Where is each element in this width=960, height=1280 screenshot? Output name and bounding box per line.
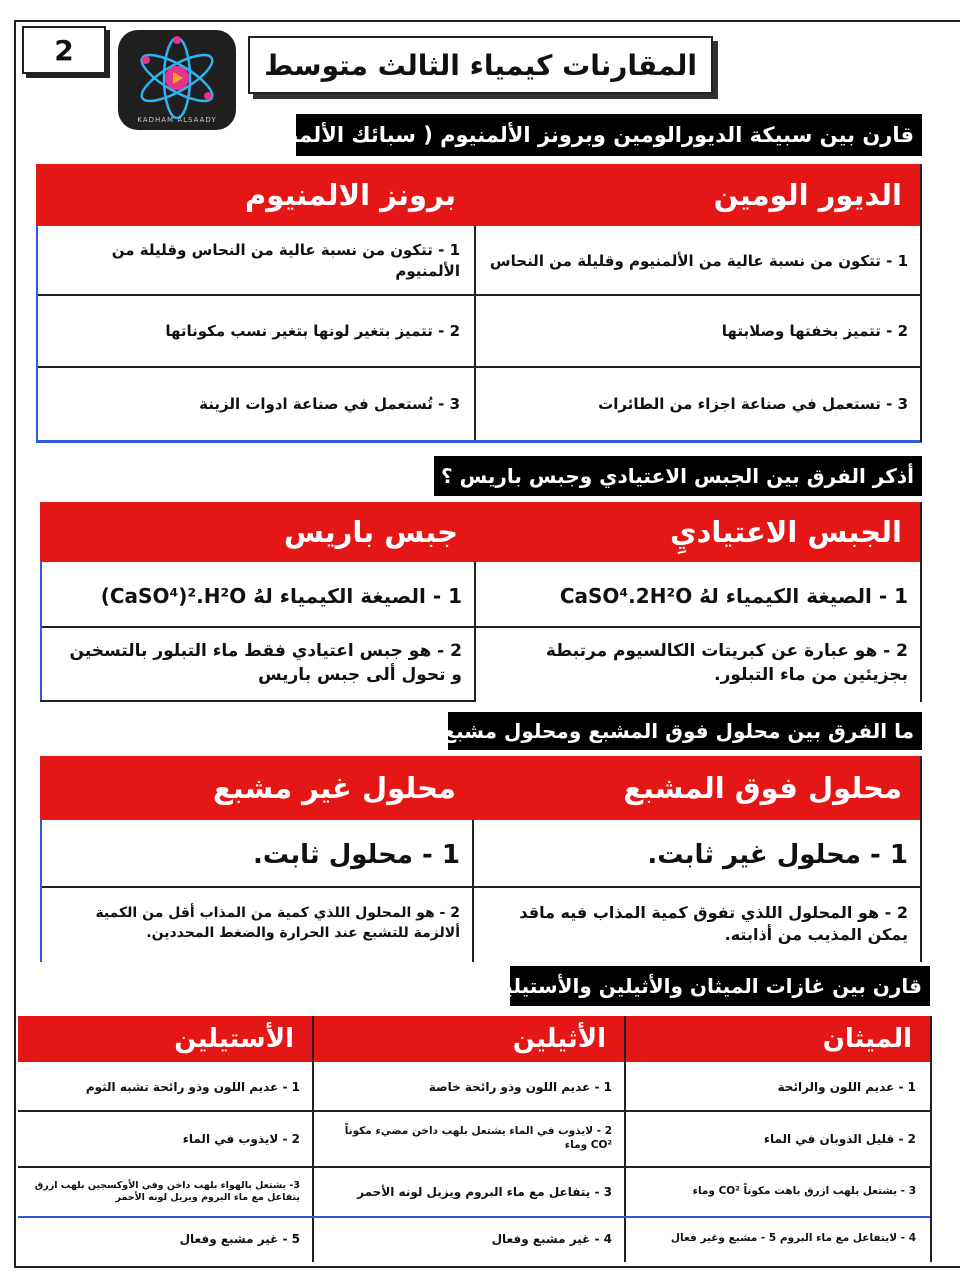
page-number: 2 — [22, 26, 106, 74]
row-divider — [36, 366, 922, 368]
section2-question: أذكر الفرق بين الجبس الاعتيادي وجبس باريس ؟ — [434, 456, 922, 496]
right-border — [920, 164, 922, 442]
section4-divider — [624, 1016, 626, 1262]
section2-left-header: جبس باريس — [40, 502, 476, 562]
right-border — [920, 756, 922, 962]
blue-border — [36, 226, 38, 442]
blue-border — [40, 562, 42, 702]
ethylene-row-4: 4 - غير مشبع وفعال — [316, 1218, 624, 1260]
blue-border — [40, 820, 42, 962]
row-divider — [18, 1166, 932, 1168]
ethylene-row-3: 3 - يتفاعل مع ماء البروم ويزيل لونه الأحمر — [316, 1168, 624, 1216]
acetylene-row-2: 2 - لايذوب في الماء — [20, 1112, 312, 1166]
section4-header-ethylene: الأثيلين — [314, 1016, 624, 1062]
blue-border — [36, 440, 922, 443]
atom-logo — [118, 30, 236, 130]
acetylene-row-1: 1 - عديم اللون وذو رائحة تشبه الثوم — [20, 1064, 312, 1110]
row-divider — [40, 700, 476, 702]
section3-right-row-1: 1 - محلول غير ثابت. — [476, 824, 920, 886]
section1-question: قارن بين سبيكة الديورالومين وبرونز الألمنيوم ( سبائك الألمنيوم ) — [296, 114, 922, 156]
ethylene-row-2: 2 - لايذوب في الماء يشتعل بلهب داخن مضيء مكوناً CO² وماء — [316, 1112, 624, 1166]
section3-right-header: محلول فوق المشبع — [474, 756, 920, 820]
acetylene-row-3: 3- يشتعل بالهواء بلهب داخن وفي الأوكسجين بلهب ازرق يتفاعل مع ماء البروم ويزيل لونه الأحمر — [20, 1168, 312, 1216]
right-border — [920, 502, 922, 702]
section2-right-header: الجبس الاعتياديِ — [476, 502, 920, 562]
methane-row-1: 1 - عديم اللون والرائحة — [628, 1064, 928, 1110]
section1-left-header: برونز الالمنيوم — [36, 164, 474, 226]
section2-right-row-2: 2 - هو عبارة عن كبريتات الكالسيوم مرتبطة بجزيئين من ماء التبلور. — [478, 628, 920, 700]
section3-left-row-1: 1 - محلول ثابت. — [44, 824, 472, 886]
section1-divider — [474, 226, 476, 442]
section1-left-row-3: 3 - تُستعمل في صناعة ادوات الزينة — [40, 368, 472, 440]
section2-left-row-1: 1 - الصيغة الكيمياء لهُ CaSO⁴)².H²O) — [44, 566, 474, 626]
atom-logo-icon — [118, 30, 236, 130]
blue-row-divider — [18, 1216, 932, 1218]
acetylene-row-4: 5 - غير مشبع وفعال — [20, 1218, 312, 1260]
section3-divider — [472, 820, 474, 962]
section1-right-row-1: 1 - تتكون من نسبة عالية من الألمنيوم وقليلة من النحاس — [477, 228, 920, 294]
section2-left-row-2: 2 - هو جبس اعتيادي فقط ماء التبلور بالتسخين و تحول ألى جبس باريس — [44, 628, 474, 700]
section1-right-header: الديور الومين — [474, 164, 920, 226]
section4-header-acetylene: الأستيلين — [18, 1016, 312, 1062]
methane-row-3: 3 - يشتعل بلهب ازرق باهت مكوناً CO² وماء — [628, 1168, 928, 1216]
section4-divider — [312, 1016, 314, 1262]
section1-right-row-2: 2 - تتميز بخفتها وصلابتها — [477, 296, 920, 366]
section3-right-row-2: 2 - هو المحلول اللذي تفوق كمية المذاب فيه ماقد يمكن المذيب من أذابته. — [476, 888, 920, 960]
section2-divider — [474, 562, 476, 702]
row-divider — [40, 626, 922, 628]
section3-question: ما الفرق بين محلول فوق المشبع ومحلول مشبع ؟ — [448, 712, 922, 750]
methane-row-4: 4 - لايتفاعل مع ماء البروم 5 - مشبع وغير فعال — [628, 1218, 928, 1260]
section3-left-row-2: 2 - هو المحلول اللذي كمية من المذاب أقل من الكمية ألالزمة للتشبع عند الحرارة والضغط المحددين. — [44, 888, 472, 960]
methane-row-2: 2 - قليل الذوبان في الماء — [628, 1112, 928, 1166]
page-title: المقارنات كيمياء الثالث متوسط — [248, 36, 713, 94]
section3-left-header: محلول غير مشبع — [40, 756, 474, 820]
section1-right-row-3: 3 - تستعمل في صناعة اجزاء من الطائرات — [477, 368, 920, 440]
row-divider — [18, 1110, 932, 1112]
section4-question: قارن بين غازات الميثان والأثيلين والأستيلين — [510, 966, 930, 1006]
row-divider — [40, 886, 922, 888]
logo-text: KADHAM ALSAADY — [137, 116, 217, 124]
section1-left-row-2: 2 - تتميز بتغير لونها بتغير نسب مكوناتها — [40, 296, 472, 366]
section1-left-row-1: 1 - تتكون من نسبة عالية من النحاس وقليلة من الألمنيوم — [40, 228, 472, 294]
row-divider — [36, 294, 922, 296]
ethylene-row-1: 1 - عديم اللون وذو رائحة خاصة — [316, 1064, 624, 1110]
right-border — [930, 1016, 932, 1262]
section4-header-methane: الميثان — [626, 1016, 930, 1062]
section2-right-row-1: 1 - الصيغة الكيمياء لهُ CaSO⁴.2H²O — [478, 566, 920, 626]
